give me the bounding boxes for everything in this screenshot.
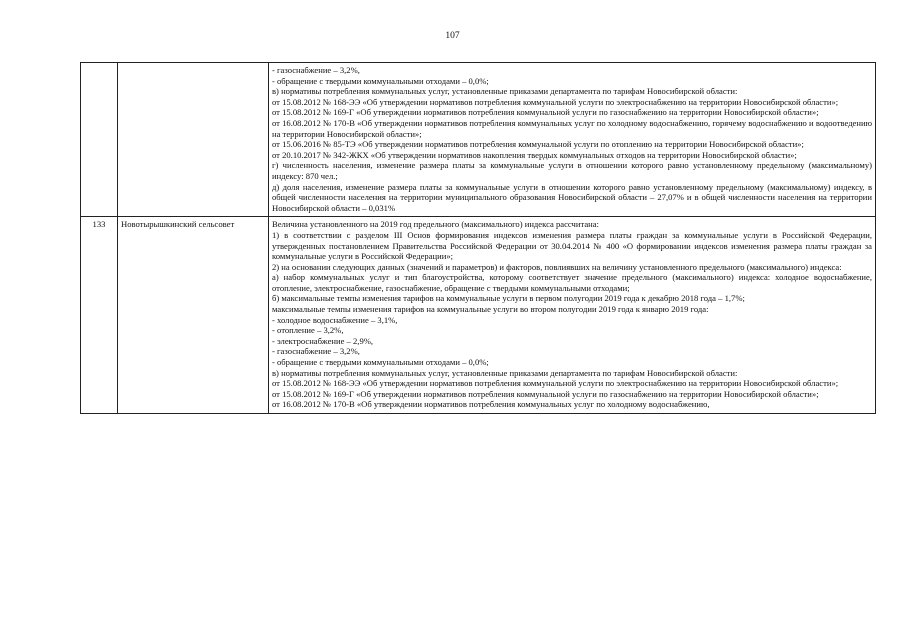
description-cell (269, 63, 876, 217)
text-line: Величина установленного на 2019 год предельного (максимального) индекса рассчитана: (272, 219, 599, 230)
text-line: 1) в соответствии с разделом III Основ формирования индексов изменения размера платы граждан за коммунальные услуги в Российской Федерации, утвержденных постановлением Правительства Российской Федерации от 30.04.2014 № 400 «О формировании индексов изменения размера платы граждан за коммунальные услуги в Российской Федерации»; (272, 229, 872, 262)
municipality-name-cell: Новотырышкинский сельсовет (118, 217, 269, 414)
text-line: а) набор коммунальных услуг и тип благоустройства, которому соответствует значение предельного (максимального) индекса: холодное водоснабжение, отопление, электроснабжение, газоснабжение, обращение с твердыми коммунальными отходами; (272, 272, 872, 293)
row-number-cell: 133 (81, 217, 118, 414)
text-line: б) максимальные темпы изменения тарифов на коммунальные услуги в первом полугодии 2019 года к декабрю 2018 года – 1,7%; (272, 293, 745, 304)
text-line: г) численность населения, изменение размера платы за коммунальные услуги в отношении которого равно установленному предельному (максимальному) индексу: 870 чел.; (272, 160, 872, 181)
text-line: 2) на основании следующих данных (значений и параметров) и факторов, повлиявших на величину установленного предельного (максимального) индекса: (272, 261, 842, 272)
description-cell (269, 217, 876, 414)
text-line: от 15.08.2012 № 168-ЭЭ «Об утверждении нормативов потребления коммунальной услуги по электроснабжению на территории Новосибирской области»; (272, 378, 839, 389)
text-line: от 15.08.2012 № 169-Г «Об утверждении нормативов потребления коммунальной услуги по газоснабжению на территории Новосибирской области»; (272, 107, 819, 118)
text-line: от 16.08.2012 № 170-В «Об утверждении нормативов потребления коммунальных услуг по холодному водоснабжению, горячему водоснабжению и водоотведению на территории Новосибирской области»; (272, 117, 872, 139)
text-line: - отопление – 3,2%, (272, 325, 344, 336)
table-row (81, 217, 876, 414)
text-line: - холодное водоснабжение – 3,1%, (272, 314, 398, 325)
municipality-name-cell (118, 63, 269, 217)
document-table (80, 62, 876, 414)
text-line: от 20.10.2017 № 342-ЖКХ «Об утверждении нормативов накопления твердых коммунальных отходов на территории Новосибирской области»; (272, 149, 797, 160)
text-line: в) нормативы потребления коммунальных услуг, установленные приказами департамента по тарифам Новосибирской области: (272, 86, 738, 97)
text-line: максимальные темпы изменения тарифов на коммунальные услуги во втором полугодии 2019 года к январю 2019 года: (272, 304, 709, 315)
text-line: от 16.08.2012 № 170-В «Об утверждении нормативов потребления коммунальных услуг по холодному водоснабжению, (272, 399, 710, 410)
text-line: в) нормативы потребления коммунальных услуг, установленные приказами департамента по тарифам Новосибирской области: (272, 367, 738, 378)
text-line: от 15.08.2012 № 168-ЭЭ «Об утверждении нормативов потребления коммунальной услуги по электроснабжению на территории Новосибирской области»; (272, 96, 839, 107)
text-line: - обращение с твердыми коммунальными отходами – 0,0%; (272, 75, 489, 86)
text-line: - газоснабжение – 3,2%, (272, 65, 360, 75)
text-line: - газоснабжение – 3,2%, (272, 346, 360, 357)
row-number-cell (81, 63, 118, 217)
table-row (81, 63, 876, 217)
page-number: 107 (445, 31, 460, 41)
text-line: от 15.06.2016 № 85-ТЭ «Об утверждении нормативов потребления коммунальной услуги по отоплению на территории Новосибирской области»; (272, 139, 804, 150)
text-line: д) доля населения, изменение размера платы за коммунальные услуги в отношении которого равно установленному предельному (максимальному) индексу, в общей численности населения на территории муниципального образования Новосибирской области – 27,07% и в общей численности населения на территории Новосибирской области – 0,031% (272, 181, 872, 213)
text-line: - электроснабжение – 2,9%, (272, 335, 374, 346)
text-line: от 15.08.2012 № 169-Г «Об утверждении нормативов потребления коммунальной услуги по газоснабжению на территории Новосибирской области»; (272, 388, 819, 399)
text-line: - обращение с твердыми коммунальными отходами – 0,0%; (272, 357, 489, 368)
